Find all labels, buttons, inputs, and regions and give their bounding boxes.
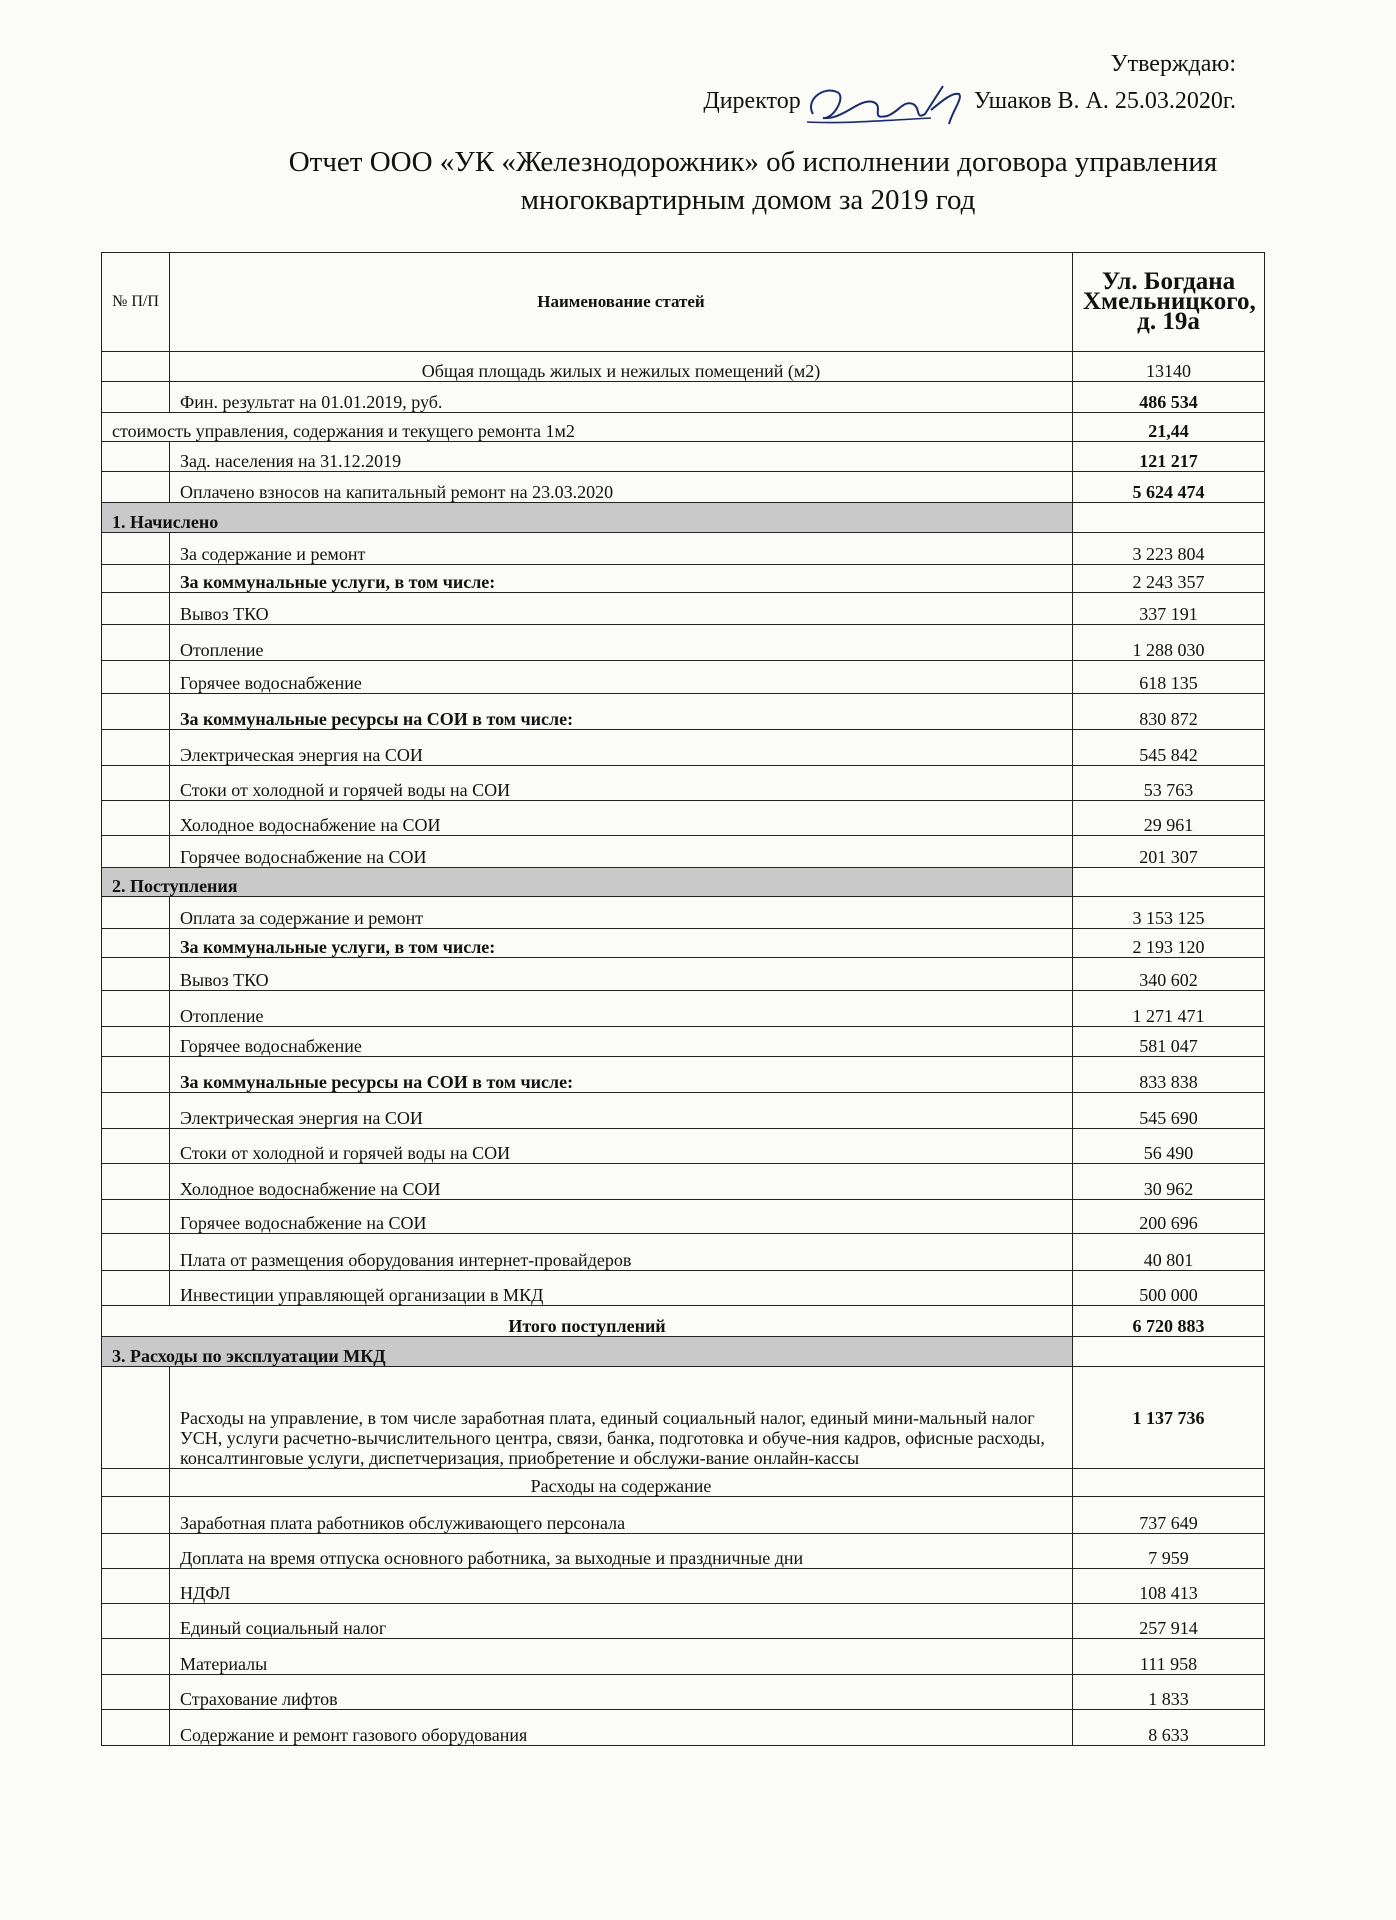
row-value: 340 602 (1073, 958, 1265, 991)
table-row (102, 1639, 1265, 1675)
row-number (102, 1710, 170, 1746)
row-number (102, 661, 170, 694)
row-number (102, 625, 170, 661)
row-value: 1 833 (1073, 1675, 1265, 1710)
row-value: 545 690 (1073, 1093, 1265, 1129)
row-label: Отопление (170, 625, 1073, 661)
header-number: № П/П (102, 253, 170, 352)
row-label: Отопление (170, 991, 1073, 1027)
signature-image (803, 80, 968, 128)
row-label: Материалы (170, 1639, 1073, 1675)
section-value (1073, 868, 1265, 897)
row-number (102, 1234, 170, 1271)
row-number (102, 958, 170, 991)
approval-block (703, 48, 1236, 122)
section-title: 3. Расходы по эксплуатации МКД (102, 1337, 1073, 1367)
row-number (102, 694, 170, 730)
row-number (102, 442, 170, 472)
row-value: 121 217 (1073, 442, 1265, 472)
row-number (102, 533, 170, 565)
table-row (102, 382, 1265, 413)
table-row (102, 1604, 1265, 1639)
row-label: За коммунальные услуги, в том числе: (170, 565, 1073, 593)
row-number (102, 1534, 170, 1569)
table-row (102, 593, 1265, 625)
row-number (102, 1497, 170, 1534)
row-value: 21,44 (1073, 413, 1265, 442)
total-label: Итого поступлений (102, 1306, 1073, 1337)
management-label: Расходы на управление, в том числе заработная плата, единый социальный налог, единый мини-мальный налог УСН, услуги расчетно-вычислительного центра, связи, банка, подготовка и обуче-ния кадров, офисные расходы, консалтинговые услуги, диспетчеризация, приобретение и обслужи-вание онлайн-кассы (170, 1367, 1073, 1469)
row-label: Страхование лифтов (170, 1675, 1073, 1710)
row-label: Электрическая энергия на СОИ (170, 730, 1073, 766)
section-title: 1. Начислено (102, 503, 1073, 533)
header-address: Ул. Богдана Хмельницкого, д. 19а (1073, 253, 1265, 352)
row-number (102, 1129, 170, 1164)
section-title: 2. Поступления (102, 868, 1073, 897)
table-row (102, 897, 1265, 929)
row-value: 3 153 125 (1073, 897, 1265, 929)
row-value: 737 649 (1073, 1497, 1265, 1534)
row-value: 581 047 (1073, 1027, 1265, 1057)
row-label: Стоки от холодной и горячей воды на СОИ (170, 1129, 1073, 1164)
header-name: Наименование статей (170, 253, 1073, 352)
row-label: Инвестиции управляющей организации в МКД (170, 1271, 1073, 1306)
report-table (101, 252, 1265, 1746)
document-title (0, 143, 1396, 219)
director-name-date: Ушаков В. А. 25.03.2020г. (973, 88, 1236, 114)
row-label: Холодное водоснабжение на СОИ (170, 801, 1073, 836)
section-row (102, 868, 1265, 897)
row-label: Плата от размещения оборудования интернет-провайдеров (170, 1234, 1073, 1271)
table-row (102, 1569, 1265, 1604)
section-row (102, 503, 1265, 533)
row-value: 40 801 (1073, 1234, 1265, 1271)
row-value: 30 962 (1073, 1164, 1265, 1200)
row-number (102, 991, 170, 1027)
table-row (102, 694, 1265, 730)
row-number (102, 565, 170, 593)
row-label: Содержание и ремонт газового оборудования (170, 1710, 1073, 1746)
row-label: За содержание и ремонт (170, 533, 1073, 565)
table-row (102, 929, 1265, 958)
row-value: 13140 (1073, 352, 1265, 382)
row-number (102, 1469, 170, 1497)
row-value: 3 223 804 (1073, 533, 1265, 565)
row-number (102, 1367, 170, 1469)
table-row (102, 1497, 1265, 1534)
table-row (102, 1027, 1265, 1057)
row-value: 56 490 (1073, 1129, 1265, 1164)
row-label: Вывоз ТКО (170, 593, 1073, 625)
row-label: Холодное водоснабжение на СОИ (170, 1164, 1073, 1200)
row-value: 1 288 030 (1073, 625, 1265, 661)
row-value (1073, 1469, 1265, 1497)
section-row (102, 1337, 1265, 1367)
table-row (102, 766, 1265, 801)
row-label: Горячее водоснабжение на СОИ (170, 836, 1073, 868)
row-label: Горячее водоснабжение (170, 1027, 1073, 1057)
row-number (102, 1639, 170, 1675)
table-row (102, 1129, 1265, 1164)
table-row (102, 1200, 1265, 1234)
row-label: За коммунальные услуги, в том числе: (170, 929, 1073, 958)
row-value: 833 838 (1073, 1057, 1265, 1093)
row-label: Горячее водоснабжение на СОИ (170, 1200, 1073, 1234)
row-value: 200 696 (1073, 1200, 1265, 1234)
row-label: Оплата за содержание и ремонт (170, 897, 1073, 929)
row-label: стоимость управления, содержания и текущего ремонта 1м2 (102, 413, 1073, 442)
row-label: Стоки от холодной и горячей воды на СОИ (170, 766, 1073, 801)
total-row (102, 1306, 1265, 1337)
section-value (1073, 503, 1265, 533)
row-number (102, 730, 170, 766)
row-value: 257 914 (1073, 1604, 1265, 1639)
director-label: Директор (703, 88, 801, 114)
row-number (102, 836, 170, 868)
row-value: 108 413 (1073, 1569, 1265, 1604)
row-value: 1 271 471 (1073, 991, 1265, 1027)
row-value: 2 243 357 (1073, 565, 1265, 593)
row-number (102, 1027, 170, 1057)
row-number (102, 1604, 170, 1639)
management-row (102, 1367, 1265, 1469)
row-value: 29 961 (1073, 801, 1265, 836)
row-number (102, 1675, 170, 1710)
table-row (102, 1057, 1265, 1093)
row-label: Заработная плата работников обслуживающего персонала (170, 1497, 1073, 1534)
title-line-2: многоквартирным домом за 2019 год (520, 184, 976, 216)
table-row (102, 1675, 1265, 1710)
row-number (102, 929, 170, 958)
row-number (102, 1093, 170, 1129)
row-value: 5 624 474 (1073, 472, 1265, 503)
table-row (102, 801, 1265, 836)
section-value (1073, 1337, 1265, 1367)
table-row (102, 730, 1265, 766)
row-label: Электрическая энергия на СОИ (170, 1093, 1073, 1129)
row-number (102, 352, 170, 382)
table-row (102, 352, 1265, 382)
row-value: 830 872 (1073, 694, 1265, 730)
table-row (102, 1234, 1265, 1271)
row-number (102, 382, 170, 413)
total-value: 6 720 883 (1073, 1306, 1265, 1337)
director-line (703, 80, 1236, 122)
row-label: За коммунальные ресурсы на СОИ в том числе: (170, 1057, 1073, 1093)
row-number (102, 1200, 170, 1234)
table-row (102, 1164, 1265, 1200)
table-row (102, 991, 1265, 1027)
row-label: Доплата на время отпуска основного работника, за выходные и праздничные дни (170, 1534, 1073, 1569)
row-label: Оплачено взносов на капитальный ремонт на 23.03.2020 (170, 472, 1073, 503)
table-row (102, 1093, 1265, 1129)
row-label: Зад. населения на 31.12.2019 (170, 442, 1073, 472)
row-value: 53 763 (1073, 766, 1265, 801)
subheader-label: Расходы на содержание (170, 1469, 1073, 1497)
row-label: Фин. результат на 01.01.2019, руб. (170, 382, 1073, 413)
row-value: 545 842 (1073, 730, 1265, 766)
row-label: Единый социальный налог (170, 1604, 1073, 1639)
table-row (102, 1710, 1265, 1746)
table-row (102, 442, 1265, 472)
row-value: 201 307 (1073, 836, 1265, 868)
row-label: За коммунальные ресурсы на СОИ в том числе: (170, 694, 1073, 730)
row-number (102, 1057, 170, 1093)
table-row (102, 565, 1265, 593)
table-header-row (102, 253, 1265, 352)
table-row (102, 958, 1265, 991)
row-number (102, 593, 170, 625)
row-label: НДФЛ (170, 1569, 1073, 1604)
title-line-1: Отчет ООО «УК «Железнодорожник» об исполнении договора управления (288, 146, 1218, 178)
row-label: Вывоз ТКО (170, 958, 1073, 991)
management-value: 1 137 736 (1073, 1367, 1265, 1469)
table-row (102, 625, 1265, 661)
table-row (102, 1534, 1265, 1569)
approval-label: Утверждаю: (1110, 51, 1236, 77)
table-row (102, 413, 1265, 442)
row-value: 8 633 (1073, 1710, 1265, 1746)
row-value: 618 135 (1073, 661, 1265, 694)
row-number (102, 801, 170, 836)
row-label: Общая площадь жилых и нежилых помещений (м2) (170, 352, 1073, 382)
row-number (102, 1164, 170, 1200)
subheader-row (102, 1469, 1265, 1497)
row-number (102, 472, 170, 503)
row-value: 7 959 (1073, 1534, 1265, 1569)
table-row (102, 661, 1265, 694)
table-row (102, 836, 1265, 868)
row-value: 337 191 (1073, 593, 1265, 625)
row-value: 500 000 (1073, 1271, 1265, 1306)
table-row (102, 1271, 1265, 1306)
row-label: Горячее водоснабжение (170, 661, 1073, 694)
row-value: 111 958 (1073, 1639, 1265, 1675)
row-number (102, 1569, 170, 1604)
row-number (102, 766, 170, 801)
table-row (102, 533, 1265, 565)
table-row (102, 472, 1265, 503)
row-number (102, 1271, 170, 1306)
row-number (102, 897, 170, 929)
row-value: 2 193 120 (1073, 929, 1265, 958)
row-value: 486 534 (1073, 382, 1265, 413)
